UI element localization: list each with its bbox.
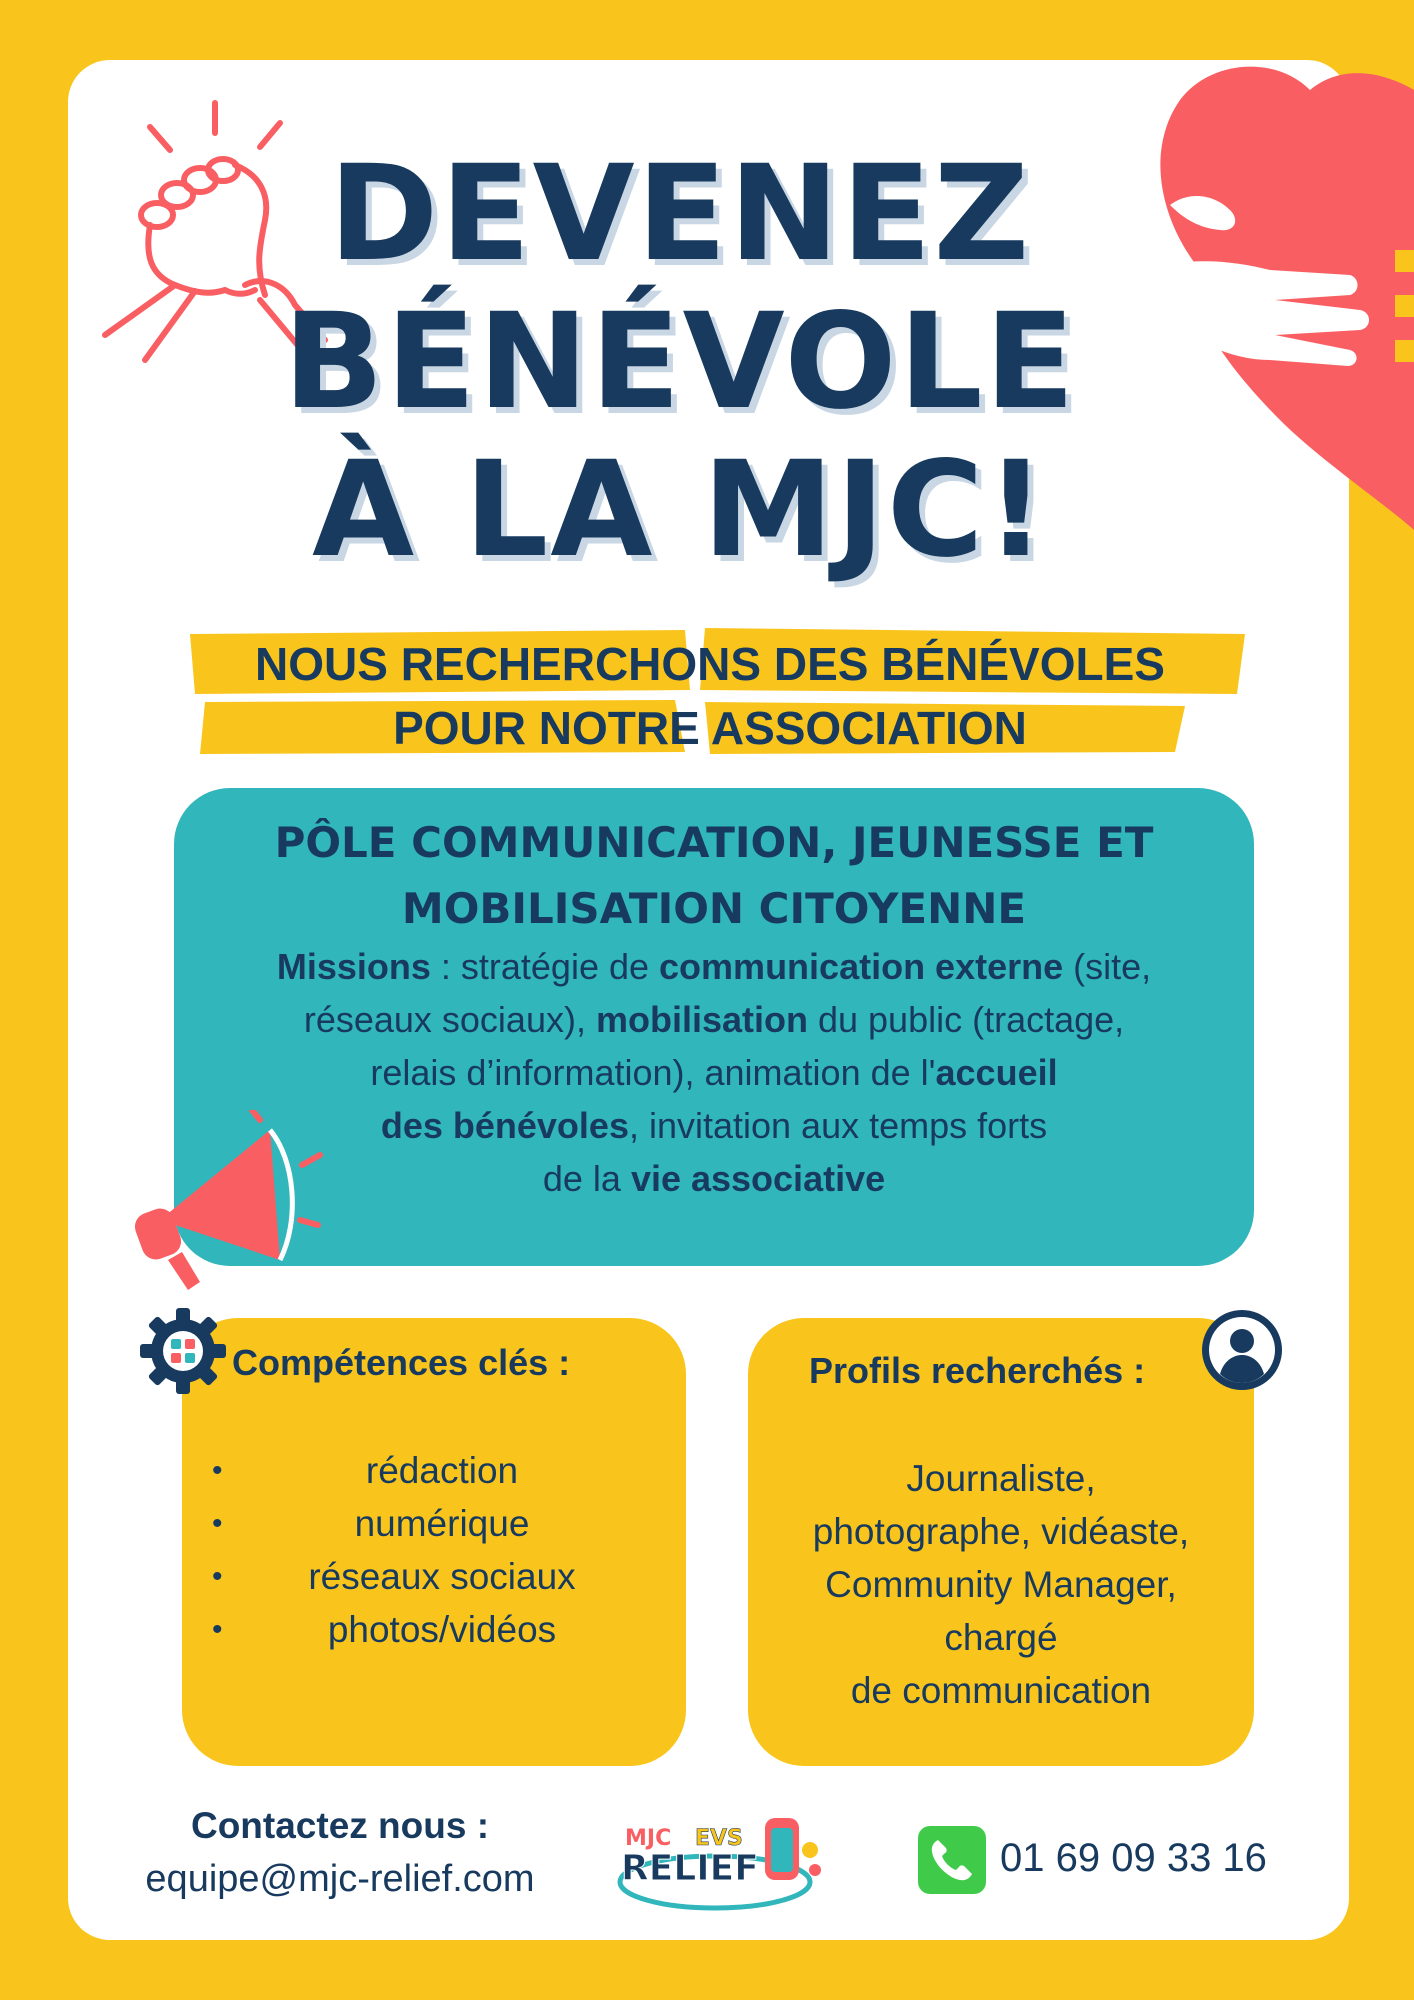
profiles-box — [748, 1318, 1254, 1766]
subtitle-line-1: NOUS RECHERCHONS DES BÉNÉVOLES — [255, 638, 1165, 690]
profile-line: Community Manager, — [825, 1564, 1177, 1605]
list-item — [212, 1444, 672, 1497]
pole-title — [174, 810, 1254, 942]
profile-line: photographe, vidéaste, — [812, 1511, 1190, 1552]
bullet-icon: • — [212, 1454, 223, 1487]
bullet-icon: • — [212, 1507, 223, 1540]
phone-icon — [918, 1826, 986, 1894]
list-item — [212, 1603, 672, 1656]
skills-heading: Compétences clés : — [232, 1342, 571, 1383]
missions-emphasis: mobilisation — [595, 999, 808, 1040]
megaphone-icon — [130, 1110, 330, 1295]
list-item — [212, 1497, 672, 1550]
subtitle-line-2: POUR NOTRE ASSOCIATION — [393, 702, 1027, 754]
missions-text-part: (site, — [1063, 946, 1152, 987]
gear-icon — [140, 1308, 226, 1394]
missions-emphasis: communication externe — [659, 946, 1064, 987]
pole-box — [174, 788, 1254, 1266]
missions-text-part: du public (tractage, — [807, 999, 1125, 1040]
missions-line-4 — [174, 1099, 1254, 1152]
missions-line-3 — [174, 1046, 1254, 1099]
skills-list — [212, 1444, 672, 1656]
skills-box — [182, 1318, 686, 1766]
skill-label: photos/vidéos — [327, 1609, 557, 1650]
list-item — [212, 1550, 672, 1603]
profile-line: Journaliste, — [906, 1458, 1096, 1499]
missions-label: Missions — [276, 946, 431, 987]
profile-line: de communication — [850, 1670, 1152, 1711]
missions-line-5 — [174, 1152, 1254, 1205]
missions-line-2 — [174, 993, 1254, 1046]
profiles-text — [748, 1452, 1254, 1717]
missions-emphasis: accueil — [935, 1052, 1058, 1093]
missions-text-part: de la — [542, 1158, 631, 1199]
subtitle — [160, 632, 1260, 760]
profile-line: chargé — [944, 1617, 1058, 1658]
missions-text-part: réseaux sociaux), — [303, 999, 596, 1040]
phone-number[interactable]: 01 69 09 33 16 — [1000, 1836, 1267, 1880]
user-icon — [1200, 1308, 1284, 1392]
missions-line-1 — [174, 940, 1254, 993]
missions-text — [174, 940, 1254, 1205]
title-line-3: À LA MJC! — [312, 433, 1048, 587]
profiles-heading: Profils recherchés : — [809, 1350, 1146, 1391]
missions-text-part: : stratégie de — [430, 946, 660, 987]
skill-label: réseaux sociaux — [308, 1556, 576, 1597]
poster-title — [240, 137, 1120, 587]
contact-email[interactable]: equipe@mjc-relief.com — [145, 1858, 535, 1900]
missions-emphasis: des bénévoles — [380, 1105, 629, 1146]
pole-title-line-1: PÔLE COMMUNICATION, JEUNESSE ET — [274, 818, 1154, 867]
missions-emphasis: vie associative — [630, 1158, 886, 1199]
bullet-icon: • — [212, 1560, 223, 1593]
skill-label: numérique — [354, 1503, 530, 1544]
title-line-1: DEVENEZ — [328, 137, 1032, 291]
pole-title-line-2: MOBILISATION CITOYENNE — [401, 884, 1027, 933]
missions-text-part: , invitation aux temps forts — [628, 1105, 1048, 1146]
logo-mjc: MJC — [625, 1826, 672, 1851]
skill-label: rédaction — [365, 1450, 519, 1491]
logo-evs: EVS — [695, 1826, 743, 1851]
bullet-icon: • — [212, 1613, 223, 1646]
missions-text-part: relais d’information), animation de l' — [370, 1052, 936, 1093]
logo-name: RELIEF — [621, 1848, 759, 1889]
title-line-2: BÉNÉVOLE — [283, 285, 1077, 439]
contact-label: Contactez nous : — [190, 1805, 490, 1846]
mjc-relief-logo — [615, 1800, 825, 1915]
